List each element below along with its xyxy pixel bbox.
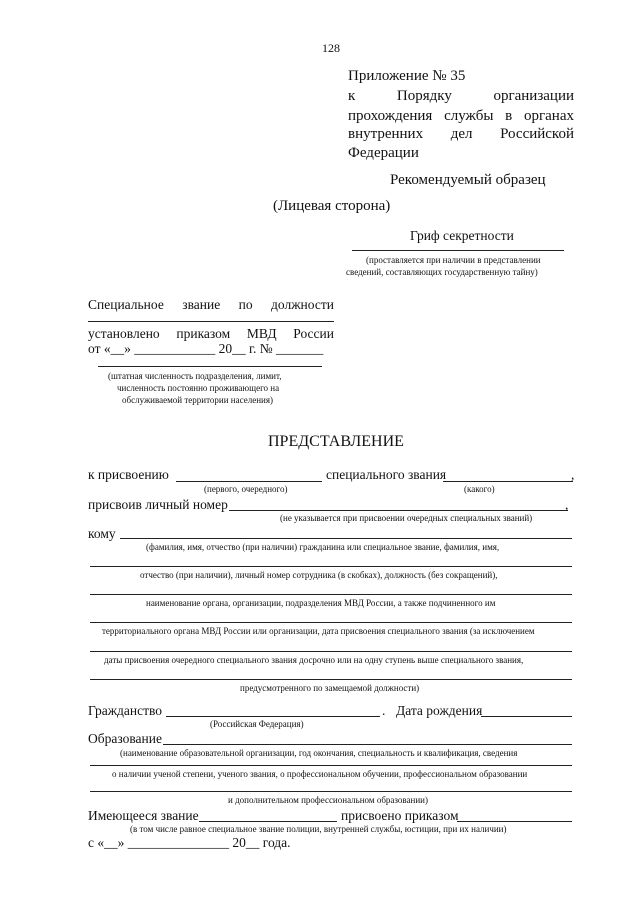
- hint-person-1: (фамилия, имя, отчество (при наличии) гражданина или специальное звание, фамилия, имя,: [146, 542, 500, 552]
- citizenship-field[interactable]: [166, 716, 380, 717]
- person-field-1[interactable]: [120, 538, 572, 539]
- personal-number-label: присвоив личный номер: [88, 497, 228, 512]
- appendix-line-3: прохождения службы в органах: [348, 108, 574, 124]
- staff-line-bottom: [98, 366, 322, 367]
- secrecy-note-2: сведений, составляющих государственную тайну): [346, 267, 538, 277]
- education-field-1[interactable]: [163, 744, 572, 745]
- hint-personal: (не указывается при присвоении очередных специальных званий): [280, 513, 533, 523]
- personal-number-field[interactable]: [229, 510, 568, 511]
- assigned-by-label: присвоено приказом: [341, 808, 459, 823]
- appendix-line-4: внутренних дел Российской: [348, 126, 574, 142]
- assigned-by-field[interactable]: [457, 821, 572, 822]
- hint-education-2: о наличии ученой степени, ученого звания, о профессиональном обучении, профессиональном образовании: [112, 769, 528, 779]
- recommended-sample: Рекомендуемый образец: [390, 172, 546, 188]
- hint-education-1: (наименование образовательной организации, год окончания, специальность и квалификация, сведения: [120, 748, 518, 758]
- appendix-line-2: к Порядку организации: [348, 88, 574, 104]
- to-whom-label: кому: [88, 526, 116, 541]
- staff-order-date: от «__» ____________ 20__ г. № _______: [88, 341, 324, 356]
- assign-field[interactable]: [176, 481, 322, 482]
- page-number: 128: [322, 41, 340, 55]
- education-field-3[interactable]: [90, 791, 572, 792]
- staff-line-2: установлено приказом МВД России: [88, 326, 334, 341]
- assign-date-line: с «__» _______________ 20__ года.: [88, 835, 291, 850]
- hint-first: (первого, очередного): [204, 484, 288, 494]
- hint-current-rank: (в том числе равное специальное звание полиции, внутренней службы, юстиции, при их наличии): [130, 824, 507, 834]
- person-field-4[interactable]: [90, 622, 572, 623]
- comma-1: ,: [571, 467, 575, 482]
- staff-note-2: численность постоянно проживающего на: [117, 383, 280, 393]
- secrecy-title: Гриф секретности: [410, 228, 514, 243]
- staff-note-1: (штатная численность подразделения, лимит,: [108, 371, 282, 381]
- staff-line-1: Специальное звание по должности: [88, 297, 334, 312]
- staff-note-3: обслуживаемой территории населения): [122, 395, 273, 405]
- education-label: Образование: [88, 731, 162, 746]
- hint-person-3: наименование органа, организации, подразделения МВД России, а также подчиненного им: [146, 598, 496, 608]
- person-field-6[interactable]: [90, 679, 572, 680]
- appendix-title: Приложение № 35: [348, 68, 466, 84]
- appendix-line-5: Федерации: [348, 145, 419, 161]
- document-heading: ПРЕДСТАВЛЕНИЕ: [268, 433, 404, 450]
- education-field-2[interactable]: [90, 765, 572, 766]
- person-field-3[interactable]: [90, 594, 572, 595]
- rank-label: специального звания: [326, 467, 447, 482]
- current-rank-label: Имеющееся звание: [88, 808, 199, 823]
- assign-label: к присвоению: [88, 467, 169, 482]
- comma-2: ,: [565, 497, 569, 512]
- hint-citizenship: (Российская Федерация): [210, 719, 304, 729]
- birth-date-field[interactable]: [481, 716, 572, 717]
- secrecy-line: [352, 250, 564, 251]
- hint-person-4: территориального органа МВД России или организации, дата присвоения специального звания (за исключением: [102, 626, 535, 636]
- secrecy-note-1: (проставляется при наличии в представлении: [366, 255, 541, 265]
- citizenship-label: Гражданство: [88, 703, 163, 718]
- hint-person-5: даты присвоения очередного специального звания досрочно или на одну ступень выше специального звания,: [104, 655, 524, 665]
- rank-field[interactable]: [443, 481, 573, 482]
- person-field-5[interactable]: [90, 651, 572, 652]
- person-field-2[interactable]: [90, 566, 572, 567]
- hint-person-2: отчество (при наличии), личный номер сотрудника (в скобках), должность (без сокращений),: [140, 570, 498, 580]
- birth-date-label: Дата рождения: [396, 703, 483, 718]
- dot: .: [382, 703, 386, 718]
- hint-person-6: предусмотренного по замещаемой должности): [240, 683, 420, 693]
- hint-which: (какого): [464, 484, 495, 494]
- staff-line: [88, 321, 334, 322]
- face-side-label: (Лицевая сторона): [273, 198, 391, 214]
- hint-education-3: и дополнительном профессиональном образовании): [228, 795, 428, 805]
- current-rank-field[interactable]: [199, 821, 337, 822]
